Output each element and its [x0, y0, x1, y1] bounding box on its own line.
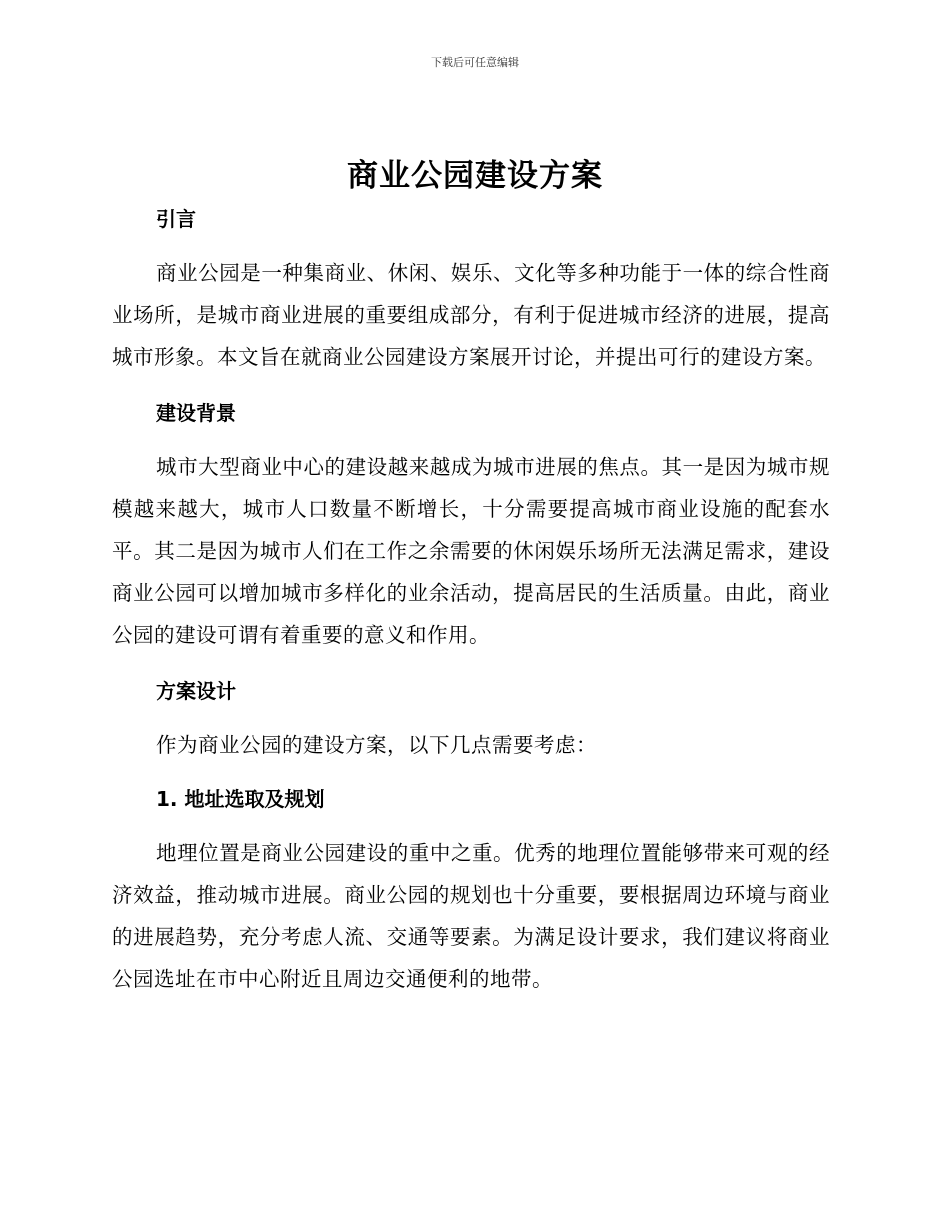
- paragraph-intro: 商业公园是一种集商业、休闲、娱乐、文化等多种功能于一体的综合性商业场所，是城市商业进展的重要组成部分，有利于促进城市经济的进展，提高城市形象。本文旨在就商业公园建设方案展开讨论，并提出可行的建设方案。: [112, 261, 830, 369]
- header-note: 下载后可任意编辑: [431, 56, 519, 69]
- paragraph-site: 地理位置是商业公园建设的重中之重。优秀的地理位置能够带来可观的经济效益，推动城市进展。商业公园的规划也十分重要，要根据周边环境与商业的进展趋势，充分考虑人流、交通等要素。为满足设计要求，我们建议将商业公园选址在市中心附近且周边交通便利的地带。: [112, 841, 830, 991]
- paragraph-background: 城市大型商业中心的建设越来越成为城市进展的焦点。其一是因为城市规模越来越大，城市人口数量不断增长，十分需要提高城市商业设施的配套水平。其二是因为城市人们在工作之余需要的休闲娱乐场所无法满足需求，建设商业公园可以增加城市多样化的业余活动，提高居民的生活质量。由此，商业公园的建设可谓有着重要的意义和作用。: [112, 455, 830, 647]
- document-title: 商业公园建设方案: [347, 158, 603, 194]
- section-heading-site: 1. 地址选取及规划: [156, 787, 325, 811]
- document-body: [112, 198, 830, 1000]
- paragraph-design: 作为商业公园的建设方案，以下几点需要考虑：: [156, 733, 597, 757]
- section-heading-background: 建设背景: [156, 401, 236, 425]
- section-heading-design: 方案设计: [156, 679, 236, 703]
- section-heading-intro: 引言: [156, 207, 196, 231]
